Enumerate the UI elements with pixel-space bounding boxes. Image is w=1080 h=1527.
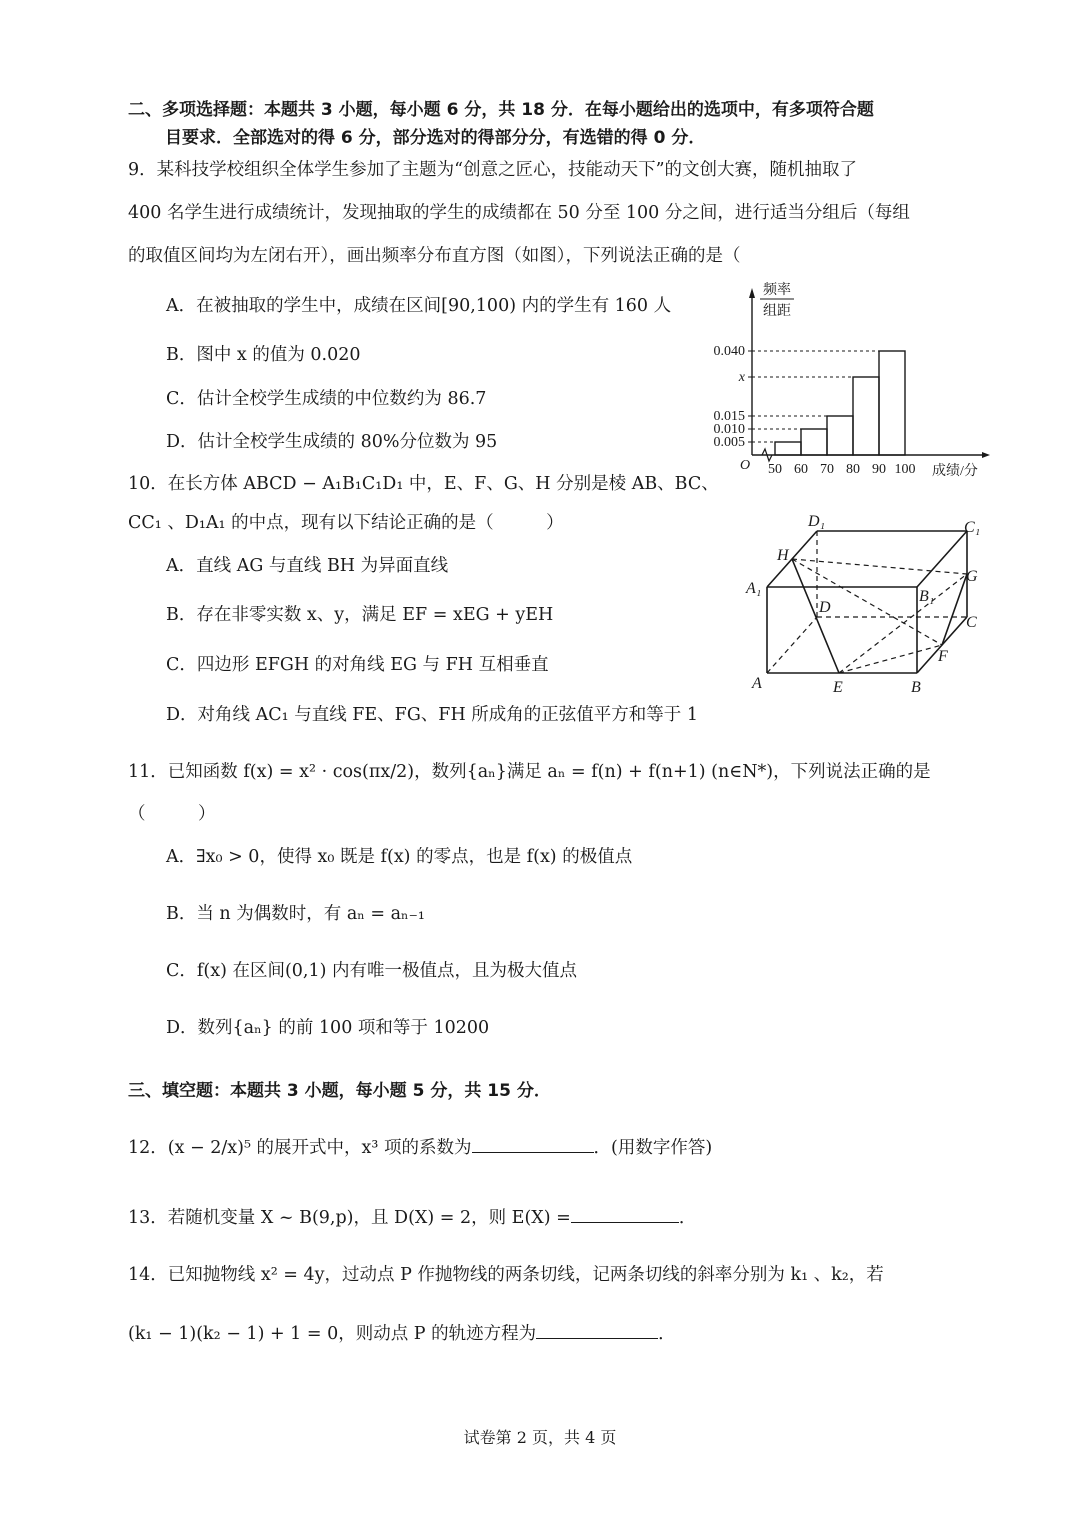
section3-header: 三、填空题：本题共 3 小题，每小题 5 分，共 15 分． bbox=[128, 1081, 551, 1101]
hidden-segment-ef bbox=[839, 645, 942, 673]
q14-line1: 14．已知抛物线 x² = 4y，过动点 P 作抛物线的两条切线，记两条切线的斜率分别为 k₁ 、k₂，若 bbox=[128, 1265, 884, 1285]
q14-answer-blank[interactable] bbox=[536, 1320, 658, 1339]
q14-line2 bbox=[128, 1320, 676, 1346]
label-d: D bbox=[819, 599, 831, 616]
bar-4 bbox=[879, 351, 905, 455]
section2-header-line1: 二、多项选择题：本题共 3 小题，每小题 6 分，共 18 分．在每小题给出的选项中，有多项符合题 bbox=[128, 100, 874, 120]
q11-option-b: B．当 n 为偶数时，有 aₙ = aₙ₋₁ bbox=[166, 904, 425, 924]
label-b: B bbox=[911, 679, 921, 696]
q9-option-d: D．估计全校学生成绩的 80%分位数为 95 bbox=[166, 432, 498, 452]
cuboid-figure bbox=[740, 510, 990, 700]
bar-3 bbox=[853, 377, 879, 455]
q9-option-c: C．估计全校学生成绩的中位数约为 86.7 bbox=[166, 389, 487, 409]
ytick-label-1: x bbox=[738, 370, 745, 385]
q10-option-d: D．对角线 AC₁ 与直线 FE、FG、FH 所成角的正弦值平方和等于 1 bbox=[166, 705, 698, 725]
bar-0 bbox=[775, 442, 801, 455]
q10-stem-line1: 10．在长方体 ABCD − A₁B₁C₁D₁ 中，E、F、G、H 分别是棱 AB、BC、 bbox=[128, 474, 719, 494]
ytick-label-2: 0.015 bbox=[713, 409, 745, 424]
bar-1 bbox=[801, 429, 827, 455]
q11-option-c: C．f(x) 在区间(0,1) 内有唯一极值点，且为极大值点 bbox=[166, 961, 578, 981]
q13-end: ． bbox=[678, 1208, 697, 1228]
ytick-label-4: 0.005 bbox=[713, 435, 745, 450]
segment-he bbox=[792, 559, 839, 673]
q11-option-a: A．∃x₀ > 0，使得 x₀ 既是 f(x) 的零点，也是 f(x) 的极值点 bbox=[166, 847, 633, 867]
q12-note: ．(用数字作答) bbox=[593, 1138, 713, 1158]
q14-end: ． bbox=[658, 1324, 676, 1344]
hidden-segment-eg bbox=[839, 574, 967, 673]
q10-stem-line2: CC₁ 、D₁A₁ 的中点，现有以下结论正确的是（ ） bbox=[128, 513, 564, 533]
bar-2 bbox=[827, 416, 853, 455]
q10-option-a: A．直线 AG 与直线 BH 为异面直线 bbox=[166, 556, 449, 576]
label-h: H bbox=[777, 547, 789, 564]
label-f: F bbox=[938, 648, 948, 665]
q11-stem: 11．已知函数 f(x) = x² · cos(πx/2)，数列{aₙ}满足 aₙ = f(n) + f(n+1) (n∈N*)，下列说法正确的是 bbox=[128, 762, 931, 782]
label-a: A bbox=[752, 675, 762, 692]
label-a1: A₁ bbox=[746, 580, 762, 597]
q9-stem-line2: 400 名学生进行成绩统计，发现抽取的学生的成绩都在 50 分至 100 分之间，进行适当分组后（每组 bbox=[128, 203, 910, 223]
q11-paren: （ ） bbox=[128, 804, 216, 824]
xtick-label-3: 80 bbox=[846, 462, 860, 477]
section2-header-line2: 目要求．全部选对的得 6 分，部分选对的得部分分，有选错的得 0 分． bbox=[165, 128, 706, 148]
q12-line bbox=[128, 1134, 712, 1160]
xtick-label-5: 100 bbox=[894, 462, 916, 477]
q9-stem-line1: 9．某科技学校组织全体学生参加了主题为“创意之匠心，技能动天下”的文创大赛，随机抽取了 bbox=[128, 160, 858, 180]
xtick-label-2: 70 bbox=[820, 462, 834, 477]
ytick-label-3: 0.010 bbox=[713, 422, 745, 437]
q10-option-b: B．存在非零实数 x、y，满足 EF = xEG + yEH bbox=[166, 605, 554, 625]
label-c1: C₁ bbox=[964, 519, 981, 536]
edge-b1c1 bbox=[917, 531, 967, 587]
x-axis-arrow bbox=[982, 452, 990, 458]
q12-text: 12．(x − 2/x)⁵ 的展开式中，x³ 项的系数为 bbox=[128, 1138, 472, 1158]
q9-option-b: B．图中 x 的值为 0.020 bbox=[166, 345, 361, 365]
origin-label: O bbox=[740, 458, 751, 473]
q11-option-d: D．数列{aₙ} 的前 100 项和等于 10200 bbox=[166, 1018, 490, 1038]
xtick-label-4: 90 bbox=[872, 462, 886, 477]
frequency-histogram bbox=[700, 278, 1000, 483]
label-g: G bbox=[966, 568, 978, 585]
q9-stem-line3: 的取值区间均为左闭右开），画出频率分布直方图（如图），下列说法正确的是（ bbox=[128, 246, 741, 266]
q14-text: (k₁ − 1)(k₂ − 1) + 1 = 0，则动点 P 的轨迹方程为 bbox=[128, 1324, 537, 1344]
y-axis-label-top: 频率 bbox=[763, 283, 791, 298]
y-axis-arrow bbox=[749, 288, 755, 298]
segment-fg bbox=[942, 574, 967, 645]
y-axis-label-bottom: 组距 bbox=[763, 304, 791, 319]
x-axis-label: 成绩/分 bbox=[932, 464, 978, 479]
q13-text: 13．若随机变量 X ~ B(9,p)，且 D(X) = 2，则 E(X) = bbox=[128, 1208, 571, 1228]
hidden-edge-ad bbox=[767, 617, 817, 673]
label-c: C bbox=[966, 614, 977, 631]
q13-line bbox=[128, 1204, 696, 1230]
q13-answer-blank[interactable] bbox=[571, 1204, 679, 1223]
q9-option-a: A．在被抽取的学生中，成绩在区间[90,100) 内的学生有 160 人 bbox=[166, 296, 672, 316]
label-e: E bbox=[833, 679, 843, 696]
ytick-label-0: 0.040 bbox=[713, 344, 745, 359]
label-d1: D₁ bbox=[808, 513, 826, 530]
page-footer: 试卷第 2 页，共 4 页 bbox=[463, 1428, 617, 1447]
label-b1: B₁ bbox=[919, 588, 935, 605]
xtick-label-1: 60 bbox=[794, 462, 808, 477]
xtick-label-0: 50 bbox=[768, 462, 782, 477]
q12-answer-blank[interactable] bbox=[472, 1134, 594, 1153]
q10-option-c: C．四边形 EFGH 的对角线 EG 与 FH 互相垂直 bbox=[166, 655, 549, 675]
